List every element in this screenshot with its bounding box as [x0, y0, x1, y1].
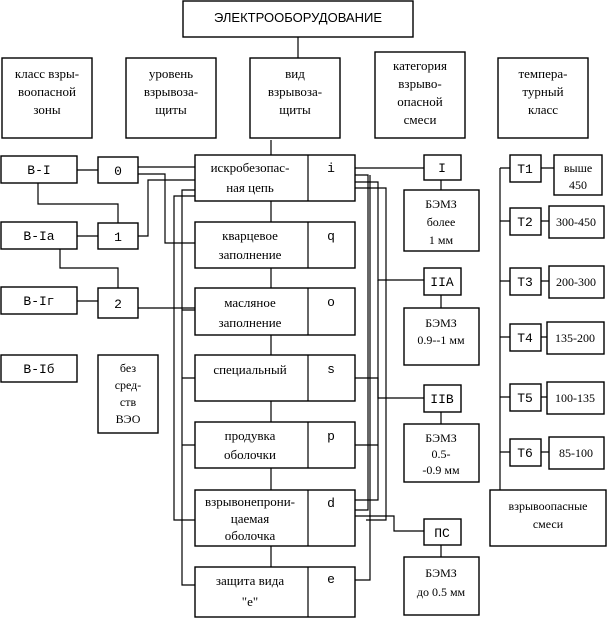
svg-text:Т6: Т6: [517, 446, 533, 461]
header-protection-type: [250, 58, 340, 138]
temp-T4-range: [547, 322, 604, 354]
svg-text:зоны: зоны: [33, 102, 61, 117]
svg-text:0.9--1 мм: 0.9--1 мм: [417, 333, 465, 347]
svg-text:вид: вид: [285, 66, 305, 81]
svg-text:класс: класс: [527, 102, 559, 117]
svg-text:ств: ств: [119, 395, 137, 409]
svg-text:Т5: Т5: [517, 391, 533, 406]
svg-text:-0.9 мм: -0.9 мм: [422, 463, 460, 477]
svg-text:"е": "е": [241, 594, 259, 609]
temp-T5-range: [547, 382, 604, 414]
svg-text:категория: категория: [393, 58, 447, 73]
svg-text:IIА: IIА: [430, 275, 454, 290]
svg-text:оболочка: оболочка: [224, 528, 276, 543]
svg-text:2: 2: [114, 297, 122, 312]
svg-text:продувка: продувка: [224, 428, 276, 443]
zone-v1: [1, 156, 77, 183]
header-temperature-class: [498, 58, 588, 138]
svg-text:взрывоза-: взрывоза-: [143, 84, 199, 99]
mixtures-label-box: [490, 490, 606, 546]
svg-text:85-100: 85-100: [559, 446, 593, 460]
svg-text:выше: выше: [563, 161, 593, 175]
svg-text:воопасной: воопасной: [18, 84, 76, 99]
link-s-IIB: [355, 378, 424, 398]
svg-text:защита вида: защита вида: [215, 573, 285, 588]
svg-text:до 0.5 мм: до 0.5 мм: [416, 585, 466, 599]
svg-text:1: 1: [114, 230, 122, 245]
no-equipment-box: [98, 355, 158, 433]
category-PS-desc: [404, 557, 479, 615]
type-e: [195, 567, 355, 617]
svg-text:цаемая: цаемая: [230, 511, 270, 526]
bus-left-2: [174, 196, 195, 520]
svg-text:без: без: [119, 361, 137, 375]
svg-text:заполнение: заполнение: [218, 247, 282, 262]
svg-text:взрыво-: взрыво-: [398, 76, 442, 91]
link-v1a-2: [60, 249, 118, 288]
svg-text:БЭМЗ: БЭМЗ: [425, 566, 457, 580]
svg-text:темпера-: темпера-: [518, 66, 568, 81]
temp-T3: [510, 268, 541, 295]
svg-text:Т3: Т3: [517, 275, 533, 290]
temp-T1: [510, 155, 541, 182]
svg-text:более: более: [426, 215, 456, 229]
svg-text:В-Iб: В-Iб: [23, 362, 55, 377]
svg-text:БЭМЗ: БЭМЗ: [425, 431, 457, 445]
category-IIA-desc: [404, 308, 479, 365]
svg-text:1 мм: 1 мм: [428, 233, 454, 247]
svg-text:масляное: масляное: [224, 295, 276, 310]
svg-text:е: е: [327, 572, 335, 587]
svg-text:класс взры-: класс взры-: [14, 66, 80, 81]
svg-text:уровень: уровень: [148, 66, 194, 81]
type-i: [195, 155, 355, 201]
temp-T1-range: [554, 155, 602, 195]
svg-text:o: o: [327, 295, 335, 310]
link-v1-1: [38, 183, 118, 224]
svg-text:0.5-: 0.5-: [431, 447, 451, 461]
level-2: [98, 288, 138, 318]
bus-left-1: [182, 190, 195, 585]
category-I-desc: [404, 190, 479, 251]
svg-text:В-I: В-I: [27, 163, 51, 178]
svg-text:Т2: Т2: [517, 215, 533, 230]
svg-text:взрывоза-: взрывоза-: [267, 84, 323, 99]
svg-text:В-Iг: В-Iг: [23, 294, 55, 309]
svg-text:135-200: 135-200: [555, 331, 595, 345]
link-1-i: [138, 180, 195, 236]
svg-text:опасной: опасной: [397, 94, 443, 109]
header-zone-class: [2, 58, 92, 138]
svg-text:Т1: Т1: [517, 162, 533, 177]
svg-text:ВЭО: ВЭО: [115, 412, 141, 426]
category-IIB: [424, 385, 461, 412]
svg-text:ная цепь: ная цепь: [226, 180, 274, 195]
svg-text:искробезопас-: искробезопас-: [210, 160, 290, 175]
svg-text:100-135: 100-135: [555, 391, 595, 405]
svg-text:i: i: [327, 161, 335, 176]
svg-text:специальный: специальный: [213, 362, 287, 377]
svg-text:ПС: ПС: [434, 526, 450, 541]
category-I: [424, 155, 461, 180]
temp-T5: [510, 384, 541, 411]
svg-text:БЭМЗ: БЭМЗ: [425, 197, 457, 211]
svg-text:200-300: 200-300: [556, 275, 596, 289]
header-protection-level: [126, 58, 216, 138]
zone-v1g: [1, 287, 77, 314]
category-IIA: [424, 268, 461, 295]
type-p: [195, 422, 355, 468]
svg-text:p: p: [327, 429, 335, 444]
temp-T4: [510, 324, 541, 351]
svg-text:450: 450: [569, 178, 587, 192]
temp-ticks: [500, 168, 510, 452]
temp-T3-range: [549, 266, 604, 298]
svg-text:взрывонепрони-: взрывонепрони-: [205, 494, 295, 509]
bus-right-4: [355, 280, 378, 500]
header-mixture-category: [375, 52, 465, 138]
svg-text:s: s: [327, 362, 335, 377]
type-d: [195, 490, 355, 546]
svg-text:300-450: 300-450: [556, 215, 596, 229]
temp-T6-range: [549, 437, 604, 469]
svg-text:турный: турный: [522, 84, 564, 99]
bus-left-ticks: [182, 310, 195, 445]
svg-text:0: 0: [114, 164, 122, 179]
bus-right-1: [355, 175, 368, 510]
svg-text:d: d: [327, 496, 335, 511]
level-0: [98, 157, 138, 183]
temp-T2: [510, 208, 541, 235]
title-box: [183, 1, 413, 37]
svg-text:щиты: щиты: [279, 102, 311, 117]
svg-text:смеси: смеси: [403, 112, 437, 127]
svg-text:заполнение: заполнение: [218, 315, 282, 330]
svg-text:сред-: сред-: [114, 378, 142, 392]
temp-T6: [510, 439, 541, 466]
svg-text:оболочки: оболочки: [224, 447, 276, 462]
category-PS: [424, 519, 461, 545]
level-1: [98, 223, 138, 249]
type-q: [195, 222, 355, 268]
title-text: ЭЛЕКТРООБОРУДОВАНИЕ: [213, 10, 383, 25]
svg-text:кварцевое: кварцевое: [222, 228, 278, 243]
category-IIB-desc: [404, 424, 479, 482]
svg-text:В-Iа: В-Iа: [23, 229, 55, 244]
svg-text:Т4: Т4: [517, 331, 533, 346]
svg-text:I: I: [438, 161, 446, 176]
temp-T2-range: [549, 206, 604, 238]
svg-text:взрывоопасные: взрывоопасные: [508, 499, 588, 513]
svg-text:щиты: щиты: [155, 102, 187, 117]
svg-text:IIВ: IIВ: [430, 392, 454, 407]
zone-v1b: [1, 355, 77, 382]
link-0-q: [138, 174, 195, 243]
zone-v1a: [1, 222, 77, 249]
type-o: [195, 288, 355, 335]
svg-text:смеси: смеси: [532, 517, 564, 531]
svg-text:q: q: [327, 229, 335, 244]
type-s: [195, 355, 355, 401]
link-d-PS: [355, 516, 424, 531]
svg-text:БЭМЗ: БЭМЗ: [425, 316, 457, 330]
